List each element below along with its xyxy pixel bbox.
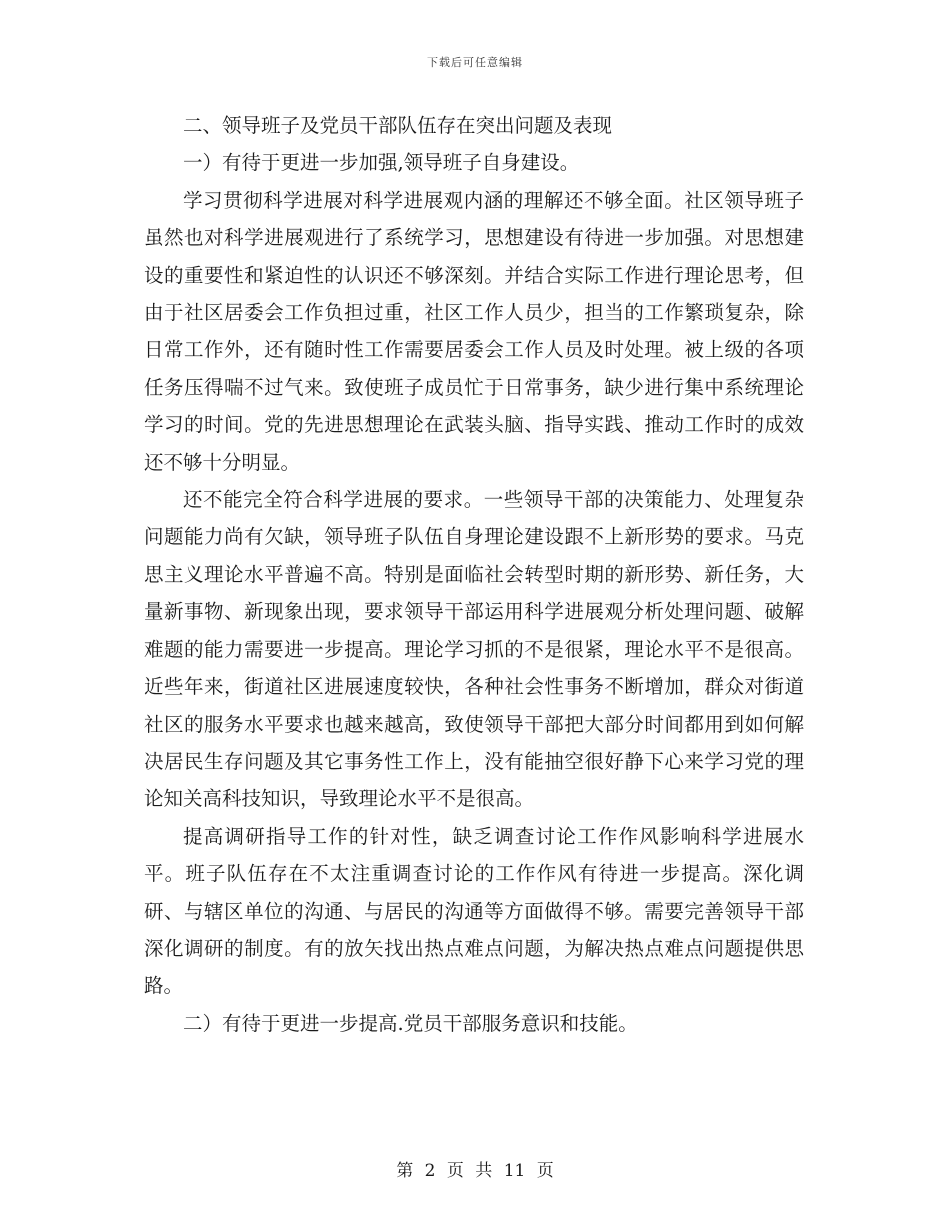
subsection-heading-1: 一）有待于更进一步加强,领导班子自身建设。: [183, 151, 580, 175]
section-heading: 二、领导班子及党员干部队伍存在突出问题及表现: [183, 114, 613, 137]
body-paragraph-2: 还不能完全符合科学进展的要求。一些领导干部的决策能力、处理复杂问题能力尚有欠缺，领导班子队伍自身理论建设跟不上新形势的要求。马克思主义理论水平普遍不高。特别是面临社会转型时期的新形势、新任务，大量新事物、新现象出现，要求领导干部运用科学进展观分析处理问题、破解难题的能力需要进一步提高。理论学习抓的不是很紧，理论水平不是很高。近些年来，街道社区进展速度较快，各种社会性事务不断增加，群众对街道社区的服务水平要求也越来越高，致使领导干部把大部分时间都用到如何解决居民生存问题及其它事务性工作上，没有能抽空很好静下心来学习党的理论知关高科技知识，导致理论水平不是很高。: [144, 488, 804, 811]
page-header: 下载后可任意编辑: [427, 56, 523, 69]
document-body: [144, 107, 804, 1042]
subsection-heading-2: 二）有待于更进一步提高.党员干部服务意识和技能。: [183, 1011, 638, 1035]
body-paragraph-3: 提高调研指导工作的针对性，缺乏调查讨论工作作风影响科学进展水平。班子队伍存在不太注重调查讨论的工作作风有待进一步提高。深化调研、与辖区单位的沟通、与居民的沟通等方面做得不够。需要完善领导干部深化调研的制度。有的放矢找出热点难点问题，为解决热点难点问题提供思路。: [144, 824, 804, 998]
body-paragraph-1: 学习贯彻科学进展对科学进展观内涵的理解还不够全面。社区领导班子虽然也对科学进展观进行了系统学习，思想建设有待进一步加强。对思想建设的重要性和紧迫性的认识还不够深刻。并结合实际工作进行理论思考，但由于社区居委会工作负担过重，社区工作人员少，担当的工作繁琐复杂，除日常工作外，还有随时性工作需要居委会工作人员及时处理。被上级的各项任务压得喘不过气来。致使班子成员忙于日常事务，缺少进行集中系统理论学习的时间。党的先进思想理论在武装头脑、指导实践、推动工作时的成效还不够十分明显。: [144, 188, 804, 474]
page-footer: 第 2 页 共 11 页: [396, 1161, 554, 1181]
